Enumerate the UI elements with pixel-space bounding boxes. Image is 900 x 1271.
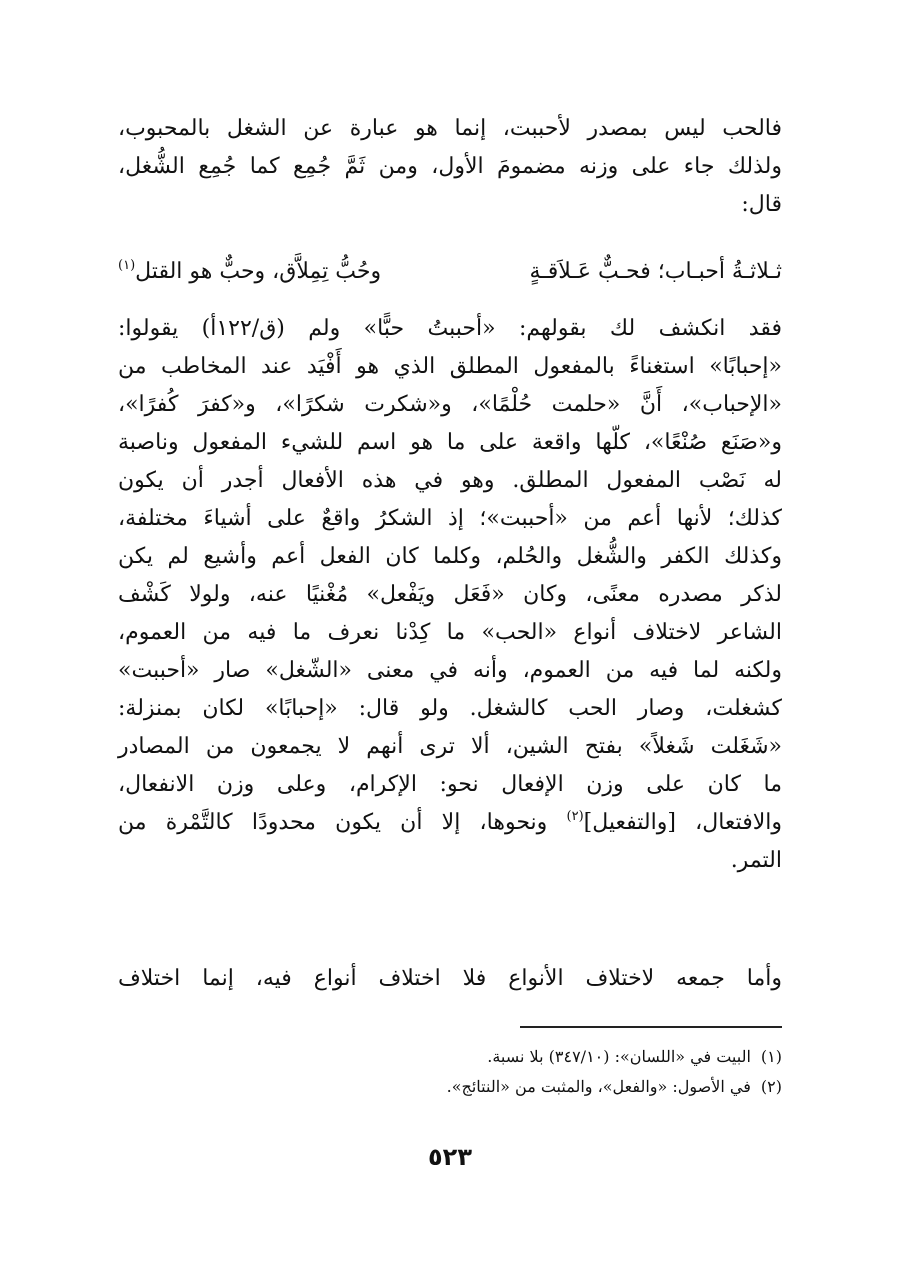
text-line: «إحبابًا» استغناءً بالمفعول المطلق الذي هو أَفْيَد عند المخاطب من bbox=[118, 354, 782, 379]
text-segment: ونحوها، إلا أن يكون محدودًا كالتَّمْرة من bbox=[118, 810, 567, 835]
verse-second-hemistich-text: وحُبُّ تِمِلاَّق، وحبٌّ هو القتل bbox=[135, 259, 382, 284]
text-line: ولذلك جاء على وزنه مضمومَ الأول، ومن ثَمَّ جُمِع كما جُمِع الشُّغل، bbox=[118, 154, 782, 179]
footnote-text: البيت في «اللسان»: (٣٤٧/١٠) بلا نسبة. bbox=[487, 1047, 751, 1066]
text-line: ما كان على وزن الإفعال نحو: الإكرام، وعلى وزن الانفعال، bbox=[118, 772, 782, 797]
text-line: التمر. bbox=[730, 848, 782, 873]
text-line: فالحب ليس بمصدر لأحببت، إنما هو عبارة عن الشغل بالمحبوب، bbox=[118, 116, 782, 141]
text-line: وأما جمعه لاختلاف الأنواع فلا اختلاف أنواع فيه، إنما اختلاف bbox=[118, 966, 782, 991]
text-line: له نَصْب المفعول المطلق. وهو في هذه الأفعال أجدر أن يكون bbox=[118, 468, 782, 493]
text-line: وكذلك الكفر والشُّغل والحُلم، وكلما كان الفعل أعم وأشيع لم يكن bbox=[118, 544, 782, 569]
footnote-text: في الأصول: «والفعل»، والمثبت من «النتائج». bbox=[446, 1077, 751, 1096]
text-line: و«صَنَع صُنْعًا»، كلّها واقعة على ما هو اسم للشيء المفعول وناصبة bbox=[118, 430, 782, 455]
footnote-ref: (٢) bbox=[566, 809, 584, 824]
footnote-ref: (١) bbox=[118, 258, 136, 273]
footnote-number: (٢) bbox=[760, 1077, 782, 1096]
text-segment: والافتعال، [والتفعيل] bbox=[583, 810, 782, 835]
poetry-verse bbox=[118, 252, 782, 292]
text-line: كشغلت، وصار الحب كالشغل. ولو قال: «إحبابًا» لكان بمنزلة: bbox=[118, 696, 782, 721]
text-line: قال: bbox=[741, 192, 782, 217]
text-line: الشاعر لاختلاف أنواع «الحب» ما كِدْنا نعرف ما فيه من العموم، bbox=[118, 620, 782, 645]
text-line-with-footnote bbox=[118, 804, 782, 842]
verse-second-hemistich bbox=[118, 252, 381, 292]
footnote-separator bbox=[520, 1026, 782, 1028]
text-line: فقد انكشف لك بقولهم: «أحببتُ حبًّا» ولم (ق/١٢٢أ) يقولوا: bbox=[118, 316, 782, 341]
verse-first-hemistich: ثـلاثـةُ أحبـاب؛ فحـبٌّ عَـلاَقـةٍ bbox=[529, 259, 782, 284]
page-number: ٥٢٣ bbox=[428, 1143, 472, 1171]
footnote-item bbox=[118, 1042, 782, 1072]
text-line: لذكر مصدره معنًى، وكان «فَعَل ويَفْعل» مُغْنيًا عنه، ولولا كَشْف bbox=[118, 582, 782, 607]
paragraph-main bbox=[118, 310, 782, 880]
text-line: كذلك؛ لأنها أعم من «أحببت»؛ إذ الشكرُ واقعٌ على أشياءَ مختلفة، bbox=[118, 506, 782, 531]
paragraph-closing bbox=[118, 960, 782, 998]
footnote-item bbox=[118, 1072, 782, 1102]
paragraph-opening bbox=[118, 110, 782, 224]
text-line: «الإحباب»، أَنَّ «حلمت حُلْمًا»، و«شكرت شكرًا»، و«كفرَ كُفرًا»، bbox=[118, 392, 782, 417]
text-line: ولكنه لما فيه من العموم، وأنه في معنى «الشّغل» صار «أحببت» bbox=[118, 658, 782, 683]
footnotes bbox=[118, 1042, 782, 1102]
footnote-number: (١) bbox=[760, 1047, 782, 1066]
text-line: «شَغَلت شَغلاً» بفتح الشين، ألا ترى أنهم لا يجمعون من المصادر bbox=[118, 734, 782, 759]
